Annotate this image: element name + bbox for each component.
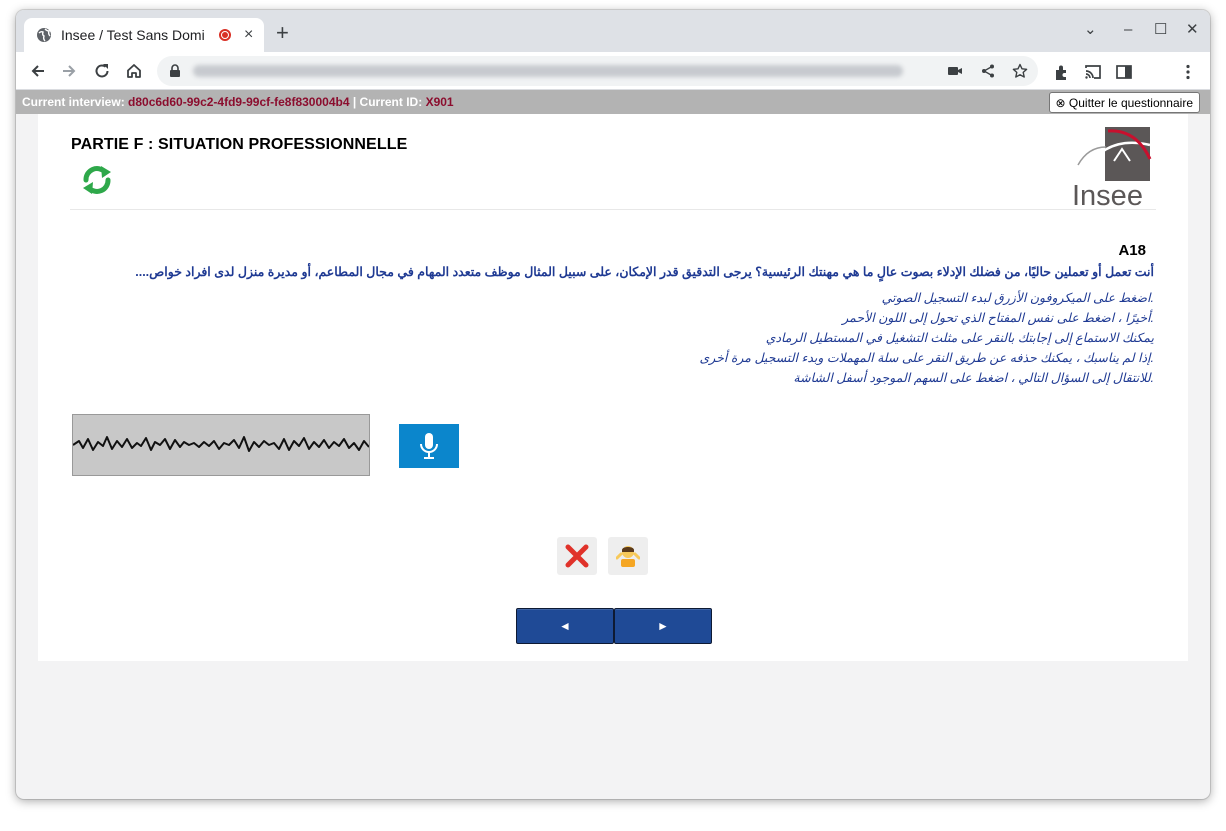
instruction-line: .اضغط على الميكروفون الأزرق لبدء التسجيل الصوتي (881, 291, 1154, 305)
menu-icon[interactable] (1179, 63, 1197, 81)
section-title: PARTIE F : SITUATION PROFESSIONNELLE (71, 136, 408, 153)
shrug-icon (616, 544, 640, 568)
tab-title: Insee / Test Sans Domi (61, 27, 205, 43)
instruction-line: .للانتقال إلى السؤال التالي ، اضغط على السهم الموجود أسفل الشاشة (793, 371, 1154, 385)
cross-icon (565, 544, 589, 568)
quit-questionnaire-button[interactable]: ⊗ Quitter le questionnaire (1049, 92, 1200, 113)
question-text: أنت تعمل أو تعملين حاليًا، من فضلك الإدلاء بصوت عالٍ ما هي مهنتك الرئيسية؟ يرجى التدقيق قدر الإمكان، على سبيل المثال موظف متعدد المهام في مجال المطاعم، أو مديرة منزل لدى افراد خواص.... (135, 265, 1154, 279)
waveform-graphic (73, 415, 369, 475)
tab-search-icon[interactable]: ⌄ (1084, 21, 1097, 38)
maximize-button[interactable]: ☐ (1154, 21, 1168, 38)
tab-strip (16, 10, 1210, 52)
audio-waveform[interactable] (72, 414, 370, 476)
back-button[interactable] (26, 59, 50, 83)
current-id-label: Current ID: (359, 95, 423, 109)
separator: | (352, 95, 357, 109)
browser-window (16, 10, 1210, 799)
browser-tab[interactable] (24, 18, 264, 52)
share-icon[interactable] (980, 63, 996, 79)
microphone-icon (419, 432, 439, 460)
questionnaire-panel (38, 114, 1188, 661)
interview-label: Current interview: (22, 95, 125, 109)
forward-icon (60, 62, 78, 80)
url-text (193, 65, 903, 77)
cast-icon[interactable] (1084, 63, 1102, 81)
extensions-icon[interactable] (1053, 63, 1071, 81)
next-button[interactable]: ► (614, 608, 712, 644)
reload-icon (93, 62, 111, 80)
interview-id: d80c6d60-99c2-4fd9-99cf-fe8f830004b4 (128, 95, 350, 109)
instruction-line: .إذا لم يناسبك ، يمكنك حذفه عن طريق النقر على سلة المهملات وبدء التسجيل مرة أخرى (699, 351, 1154, 365)
dont-know-button[interactable] (608, 537, 648, 575)
reload-button[interactable] (90, 59, 114, 83)
instruction-line: .أخيرًا ، اضغط على نفس المفتاح الذي تحول إلى اللون الأحمر (842, 311, 1154, 325)
header-divider (70, 209, 1156, 210)
lock-icon (169, 64, 181, 78)
interview-info (22, 95, 454, 109)
star-icon[interactable] (1012, 63, 1028, 79)
camera-icon[interactable] (947, 63, 963, 79)
tab-close-button[interactable]: × (244, 26, 254, 43)
forward-button[interactable] (57, 59, 81, 83)
back-icon (29, 62, 47, 80)
globe-icon (36, 27, 52, 43)
home-button[interactable] (122, 59, 146, 83)
instruction-line: يمكنك الاستماع إلى إجابتك بالنقر على مثلث التشغيل في المستطيل الرمادي (765, 331, 1154, 345)
close-window-button[interactable]: ✕ (1186, 21, 1199, 38)
sidepanel-icon[interactable] (1115, 63, 1133, 81)
current-id: X901 (425, 95, 454, 109)
question-id: A18 (1118, 242, 1146, 259)
record-button[interactable] (399, 424, 459, 468)
home-icon (125, 62, 143, 80)
address-bar[interactable] (157, 56, 1038, 86)
interview-bar (16, 90, 1210, 114)
refresh-icon[interactable] (78, 163, 116, 197)
new-tab-button[interactable]: + (276, 20, 289, 45)
previous-button[interactable]: ◄ (516, 608, 614, 644)
logo-text: Insee (1072, 180, 1143, 207)
refuse-button[interactable] (557, 537, 597, 575)
minimize-button[interactable]: – (1124, 21, 1133, 38)
browser-toolbar (16, 52, 1210, 90)
record-icon (219, 29, 231, 41)
insee-logo (1070, 125, 1152, 207)
